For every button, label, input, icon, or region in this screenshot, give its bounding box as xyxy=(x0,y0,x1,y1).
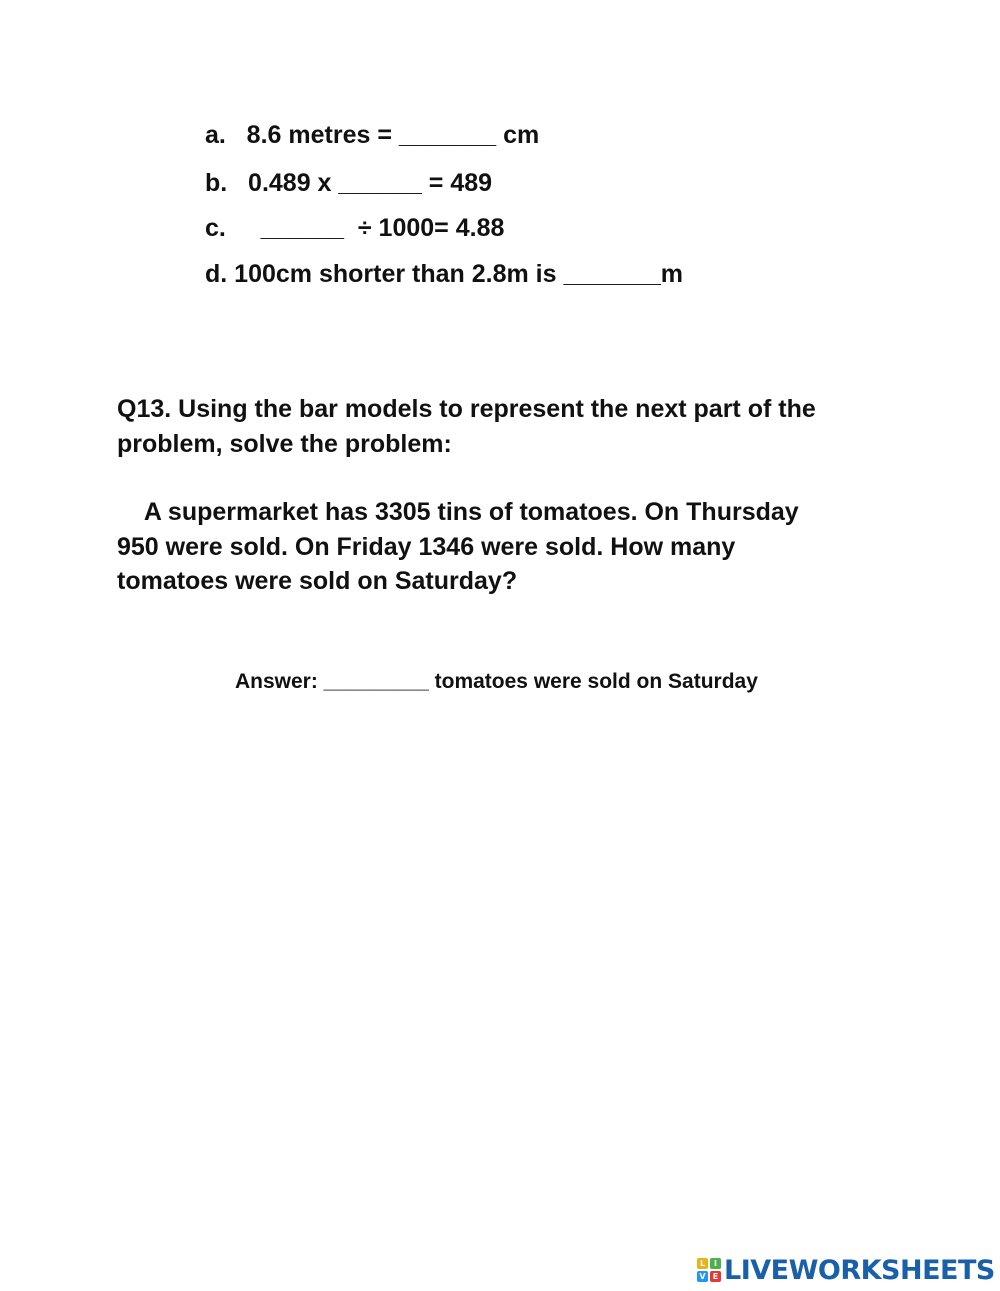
logo-block-i: I xyxy=(710,1258,721,1269)
question-c: c. ______ ÷ 1000= 4.88 xyxy=(205,214,505,242)
problem-line-1: A supermarket has 3305 tins of tomatoes. On Thursday xyxy=(117,498,799,526)
question-a: a. 8.6 metres = _______ cm xyxy=(205,121,540,149)
logo-text: LIVEWORKSHEETS xyxy=(724,1254,995,1286)
question-b: b. 0.489 x ______ = 489 xyxy=(205,169,493,197)
logo-block-l: L xyxy=(697,1258,708,1269)
logo-block-e: E xyxy=(710,1271,721,1282)
logo-block-v: V xyxy=(697,1271,708,1282)
question-d: d. 100cm shorter than 2.8m is _______m xyxy=(205,260,684,288)
q13-heading-line-1: Q13. Using the bar models to represent the next part of the xyxy=(117,395,816,423)
problem-line-2: 950 were sold. On Friday 1346 were sold. How many xyxy=(117,533,736,561)
answer-line: Answer: _________ tomatoes were sold on Saturday xyxy=(235,670,758,693)
liveworksheets-logo xyxy=(697,1253,995,1287)
problem-line-3: tomatoes were sold on Saturday? xyxy=(117,567,518,595)
logo-blocks-icon xyxy=(697,1258,721,1282)
q13-heading-line-2: problem, solve the problem: xyxy=(117,430,452,458)
